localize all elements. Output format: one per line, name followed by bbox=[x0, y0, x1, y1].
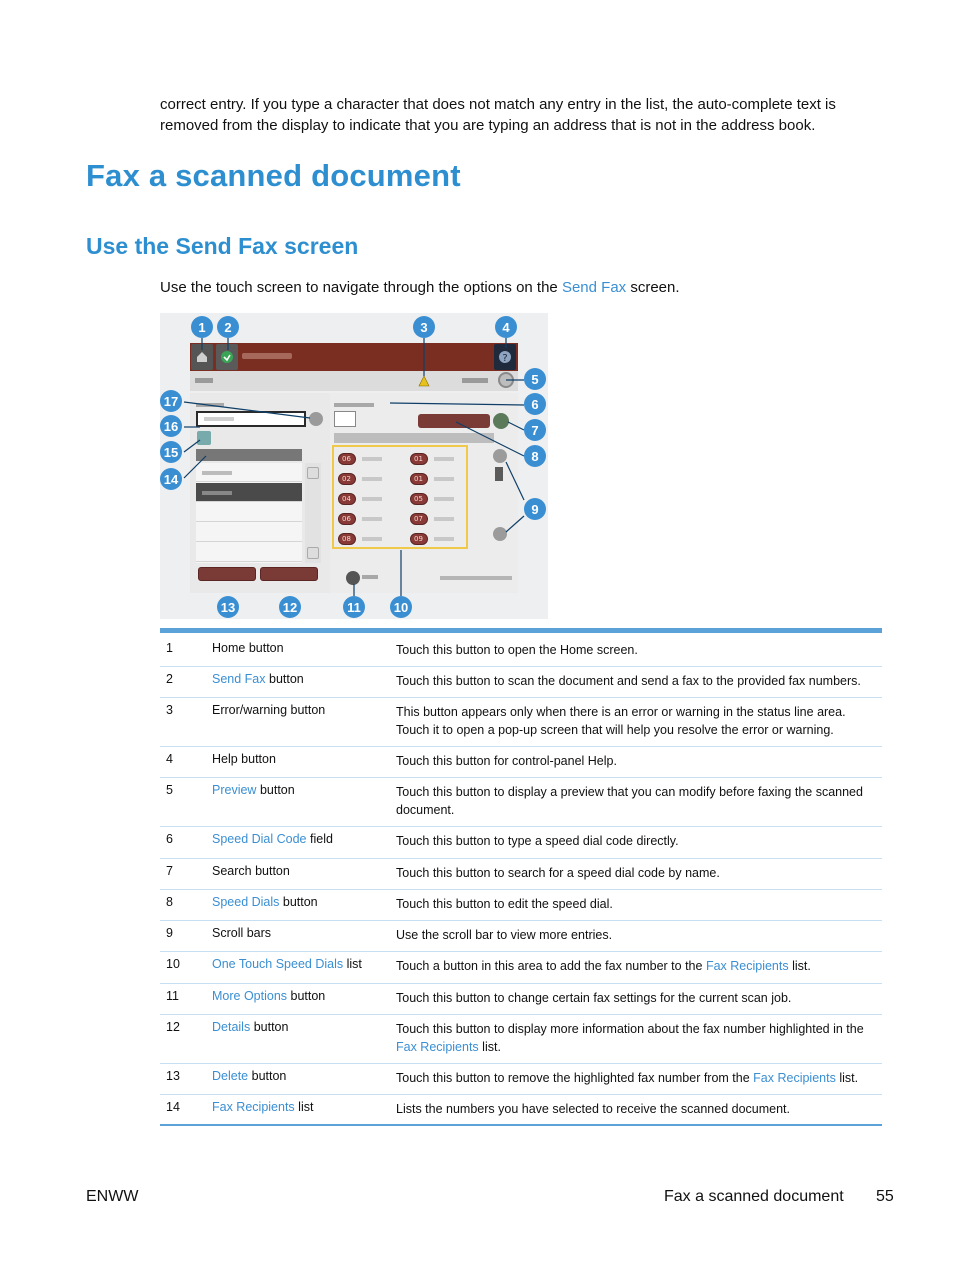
item-number: 13 bbox=[166, 1069, 180, 1083]
fax-recipients-link[interactable]: Fax Recipients bbox=[753, 1071, 836, 1085]
item-name-text: button bbox=[250, 1020, 289, 1034]
delete-button-image bbox=[198, 567, 256, 581]
fax-recipients-header bbox=[196, 449, 302, 461]
table-row bbox=[160, 984, 882, 1015]
callout-17: 17 bbox=[160, 390, 182, 412]
speed-dial-code-field-image bbox=[334, 411, 356, 427]
one-touch-grid bbox=[332, 445, 468, 549]
item-description: Touch this button to edit the speed dial. bbox=[396, 897, 613, 911]
fax-number-field bbox=[196, 411, 306, 427]
item-name bbox=[212, 1069, 286, 1083]
search-icon bbox=[493, 413, 509, 429]
speed-dial-name bbox=[362, 537, 382, 541]
desc-before: Touch a button in this area to add the fax number to the bbox=[396, 959, 706, 973]
table-row bbox=[160, 952, 882, 984]
help-icon bbox=[494, 344, 516, 370]
item-name bbox=[212, 895, 318, 909]
speed-dial-scrollbar bbox=[492, 449, 508, 545]
item-number: 9 bbox=[166, 926, 173, 940]
speed-dial-pill bbox=[338, 513, 356, 525]
item-name-link[interactable]: Fax Recipients bbox=[212, 1100, 295, 1114]
svg-text:?: ? bbox=[502, 353, 508, 364]
item-number: 14 bbox=[166, 1100, 180, 1114]
item-description: Touch this button to change certain fax settings for the current scan job. bbox=[396, 991, 792, 1005]
speed-dial-code: 05 bbox=[414, 495, 423, 503]
desc-after: list. bbox=[835, 1071, 859, 1085]
callout-9: 9 bbox=[524, 498, 546, 520]
item-number: 5 bbox=[166, 783, 173, 797]
speed-dial-pill bbox=[410, 513, 428, 525]
item-description: Touch this button for control-panel Help. bbox=[396, 754, 617, 768]
item-name-text: button bbox=[287, 989, 326, 1003]
status-blur bbox=[440, 576, 512, 580]
table-row bbox=[160, 1095, 882, 1126]
home-icon bbox=[191, 344, 213, 370]
item-description: Touch this button to scan the document and send a fax to the provided fax numbers. bbox=[396, 674, 861, 688]
item-name-text: Home button bbox=[212, 641, 284, 655]
item-name-text: button bbox=[256, 783, 295, 797]
fax-recipients-link[interactable]: Fax Recipients bbox=[396, 1040, 479, 1054]
lead-paragraph bbox=[160, 279, 680, 296]
table-row bbox=[160, 921, 882, 952]
send-fax-screen-image bbox=[160, 313, 548, 619]
item-name-text: button bbox=[248, 1069, 287, 1083]
speed-dial-pill bbox=[338, 453, 356, 465]
item-number: 4 bbox=[166, 752, 173, 766]
status-line bbox=[190, 371, 518, 391]
item-description bbox=[396, 957, 876, 975]
speed-dial-code: 06 bbox=[342, 515, 351, 523]
details-button-image bbox=[260, 567, 318, 581]
callout-2: 2 bbox=[217, 316, 239, 338]
callout-7: 7 bbox=[524, 419, 546, 441]
item-description: Touch this button to open the Home screen. bbox=[396, 643, 638, 657]
lead-text-after: screen. bbox=[626, 279, 680, 296]
speed-dial-pill bbox=[410, 473, 428, 485]
one-touch-header bbox=[334, 433, 494, 443]
item-number: 6 bbox=[166, 832, 173, 846]
desc-before: Touch this button to display more information about the fax number highlighted in the bbox=[396, 1022, 864, 1036]
callout-1: 1 bbox=[191, 316, 213, 338]
desc-before: Touch this button to remove the highlighted fax number from the bbox=[396, 1071, 754, 1085]
callout-10: 10 bbox=[390, 596, 412, 618]
label-blur bbox=[196, 403, 224, 407]
item-name-text: list bbox=[343, 957, 362, 971]
page-heading: Fax a scanned document bbox=[86, 158, 461, 193]
speed-dial-pill bbox=[410, 493, 428, 505]
table-row bbox=[160, 698, 882, 747]
callout-14: 14 bbox=[160, 468, 182, 490]
item-name bbox=[212, 989, 325, 1003]
speed-dial-name bbox=[362, 477, 382, 481]
fax-recipients-link[interactable]: Fax Recipients bbox=[705, 959, 789, 973]
item-description bbox=[396, 1069, 876, 1087]
send-fax-icon bbox=[216, 344, 238, 370]
address-book-icon bbox=[197, 431, 211, 445]
callout-8: 8 bbox=[524, 445, 546, 467]
item-name-text: button bbox=[265, 672, 304, 686]
table-row bbox=[160, 859, 882, 890]
lead-text-before: Use the touch screen to navigate through the options on the bbox=[160, 279, 562, 296]
title-bar bbox=[190, 343, 518, 371]
item-name bbox=[212, 783, 295, 797]
footer-left: ENWW bbox=[86, 1188, 139, 1205]
section-heading: Use the Send Fax screen bbox=[86, 233, 359, 259]
table-row bbox=[160, 778, 882, 827]
item-description: Use the scroll bar to view more entries. bbox=[396, 928, 613, 942]
item-description: Lists the numbers you have selected to receive the scanned document. bbox=[396, 1102, 790, 1116]
page-number: 55 bbox=[876, 1188, 894, 1205]
item-name-link[interactable]: More Options bbox=[212, 989, 288, 1003]
item-name-text: field bbox=[306, 832, 333, 846]
backspace-icon bbox=[309, 412, 323, 426]
callout-15: 15 bbox=[160, 441, 182, 463]
item-description: This button appears only when there is an error or warning in the status line area. Touch it to open a pop-up screen that will help you resolve the error or warning. bbox=[396, 705, 846, 737]
item-name bbox=[212, 1100, 313, 1114]
table-row bbox=[160, 1015, 882, 1064]
speed-dial-code: 08 bbox=[342, 535, 351, 543]
table-row bbox=[160, 747, 882, 778]
speed-dial-code: 07 bbox=[414, 515, 423, 523]
item-name bbox=[212, 672, 304, 686]
item-name-text: Help button bbox=[212, 752, 276, 766]
table-row bbox=[160, 827, 882, 859]
callout-3: 3 bbox=[413, 316, 435, 338]
speed-dial-pill bbox=[410, 533, 428, 545]
speed-dial-code: 01 bbox=[414, 475, 423, 483]
preview-icon bbox=[498, 372, 514, 388]
warning-icon bbox=[418, 375, 430, 387]
fax-recipients-list bbox=[196, 463, 302, 563]
item-name bbox=[212, 641, 284, 655]
table-bottom-rule bbox=[160, 1124, 882, 1126]
table-row bbox=[160, 667, 882, 698]
speed-dial-code: 06 bbox=[342, 455, 351, 463]
callout-12: 12 bbox=[279, 596, 301, 618]
desc-after: list. bbox=[478, 1040, 501, 1054]
item-description: Touch this button to display a preview that you can modify before faxing the scanned document. bbox=[396, 785, 863, 817]
item-name bbox=[212, 1020, 288, 1034]
item-name-text: Scroll bars bbox=[212, 926, 272, 940]
speed-dials-button-image bbox=[418, 414, 490, 428]
item-name-link[interactable]: Speed Dial Code bbox=[212, 832, 307, 846]
item-number: 12 bbox=[166, 1020, 180, 1034]
item-name-link[interactable]: Send Fax bbox=[212, 672, 266, 686]
item-name bbox=[212, 832, 333, 846]
table-row bbox=[160, 636, 882, 667]
speed-dial-pill bbox=[338, 533, 356, 545]
speed-dial-name bbox=[434, 517, 454, 521]
callout-4: 4 bbox=[495, 316, 517, 338]
item-number: 1 bbox=[166, 641, 173, 655]
item-name bbox=[212, 864, 290, 878]
item-name-text: Search button bbox=[212, 864, 290, 878]
item-number: 10 bbox=[166, 957, 180, 971]
speed-dial-name bbox=[434, 477, 454, 481]
speed-dial-code: 04 bbox=[342, 495, 351, 503]
recipients-scrollbar bbox=[305, 463, 321, 563]
speed-dial-name bbox=[362, 497, 382, 501]
speed-dial-name bbox=[362, 457, 382, 461]
callout-11: 11 bbox=[343, 596, 365, 618]
callout-6: 6 bbox=[524, 393, 546, 415]
item-name-link[interactable]: Preview bbox=[212, 783, 257, 797]
speed-dial-code: 01 bbox=[414, 455, 423, 463]
item-name-link[interactable]: Speed Dials bbox=[212, 895, 280, 909]
item-description bbox=[396, 1020, 876, 1056]
item-name-link[interactable]: One Touch Speed Dials bbox=[212, 957, 344, 971]
item-name-text: Error/warning button bbox=[212, 703, 326, 717]
intro-paragraph: correct entry. If you type a character that does not match any entry in the list, the auto-complete text is removed from the display to indicate that you are typing an address that is not in the address book. bbox=[160, 96, 836, 134]
item-number: 2 bbox=[166, 672, 173, 686]
label-blur bbox=[362, 575, 378, 579]
item-number: 11 bbox=[166, 989, 179, 1003]
more-options-icon bbox=[346, 571, 360, 585]
item-name-text: list bbox=[294, 1100, 314, 1114]
item-name bbox=[212, 703, 325, 717]
speed-dial-code: 09 bbox=[414, 535, 423, 543]
desc-after: list. bbox=[788, 959, 811, 973]
speed-dial-name bbox=[434, 537, 454, 541]
speed-dial-name bbox=[434, 497, 454, 501]
item-name-text: button bbox=[279, 895, 318, 909]
speed-dial-pill bbox=[338, 473, 356, 485]
item-number: 7 bbox=[166, 864, 173, 878]
item-name-link[interactable]: Delete bbox=[212, 1069, 249, 1083]
item-description: Touch this button to search for a speed dial code by name. bbox=[396, 866, 720, 880]
speed-dial-name bbox=[434, 457, 454, 461]
item-name bbox=[212, 957, 362, 971]
table-row bbox=[160, 1064, 882, 1095]
item-name bbox=[212, 926, 271, 940]
speed-dial-name bbox=[362, 517, 382, 521]
item-name-link[interactable]: Details bbox=[212, 1020, 251, 1034]
item-name bbox=[212, 752, 276, 766]
send-fax-link[interactable]: Send Fax bbox=[561, 279, 627, 296]
table-row bbox=[160, 890, 882, 921]
callout-5: 5 bbox=[524, 368, 546, 390]
callout-16: 16 bbox=[160, 415, 182, 437]
speed-dial-code: 02 bbox=[342, 475, 351, 483]
label-blur bbox=[334, 403, 374, 407]
item-number: 3 bbox=[166, 703, 173, 717]
table-top-rule bbox=[160, 628, 882, 633]
callout-13: 13 bbox=[217, 596, 239, 618]
speed-dial-pill bbox=[338, 493, 356, 505]
speed-dial-pill bbox=[410, 453, 428, 465]
item-number: 8 bbox=[166, 895, 173, 909]
item-description: Touch this button to type a speed dial code directly. bbox=[396, 834, 679, 848]
footer-section: Fax a scanned document bbox=[664, 1188, 844, 1205]
